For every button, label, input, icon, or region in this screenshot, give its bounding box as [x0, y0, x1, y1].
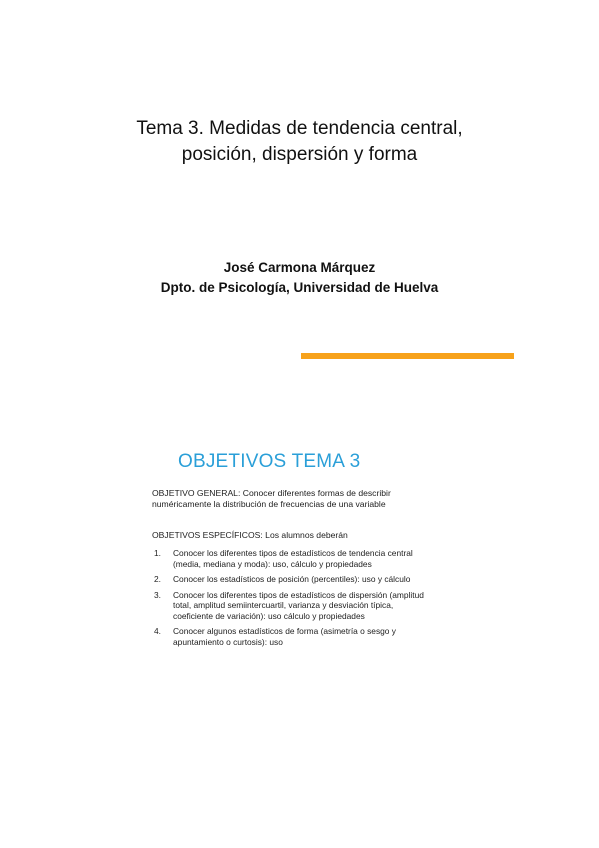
list-item-number: 2. — [154, 574, 161, 584]
author-block — [0, 258, 599, 298]
list-item — [152, 548, 427, 569]
list-item — [152, 626, 427, 647]
objectives-heading: OBJETIVOS TEMA 3 — [178, 451, 361, 472]
specific-objectives-list — [152, 548, 427, 652]
accent-divider — [301, 353, 514, 359]
list-item-text: Conocer los diferentes tipos de estadísticos de dispersión (amplitud total, amplitud semiintercuartil, varianza y desviación típica, coeficiente de variación): uso cálculo y propiedades — [173, 589, 424, 621]
list-item-text: Conocer los diferentes tipos de estadísticos de tendencia central (media, mediana y moda): uso, cálculo y propiedades — [173, 548, 413, 569]
list-item-number: 4. — [154, 626, 161, 636]
specific-objectives-intro: OBJETIVOS ESPECÍFICOS: Los alumnos deberán — [152, 530, 348, 540]
author-affiliation: Dpto. de Psicología, Universidad de Huelva — [160, 280, 439, 295]
list-item — [152, 574, 427, 585]
list-item-number: 3. — [154, 589, 161, 600]
list-item — [152, 590, 427, 622]
document-title — [0, 116, 599, 168]
list-item-text: Conocer algunos estadísticos de forma (asimetría o sesgo y apuntamiento o curtosis): uso — [173, 626, 396, 647]
list-item-number: 1. — [154, 548, 161, 558]
title-line-2: posición, dispersión y forma — [181, 144, 418, 165]
general-objective: OBJETIVO GENERAL: Conocer diferentes formas de describir numéricamente la distribución de frecuencias de una variable — [152, 488, 391, 509]
list-item-text: Conocer los estadísticos de posición (percentiles): uso y cálculo — [173, 574, 411, 584]
author-name: José Carmona Márquez — [223, 260, 376, 275]
title-line-1: Tema 3. Medidas de tendencia central, — [136, 118, 463, 139]
